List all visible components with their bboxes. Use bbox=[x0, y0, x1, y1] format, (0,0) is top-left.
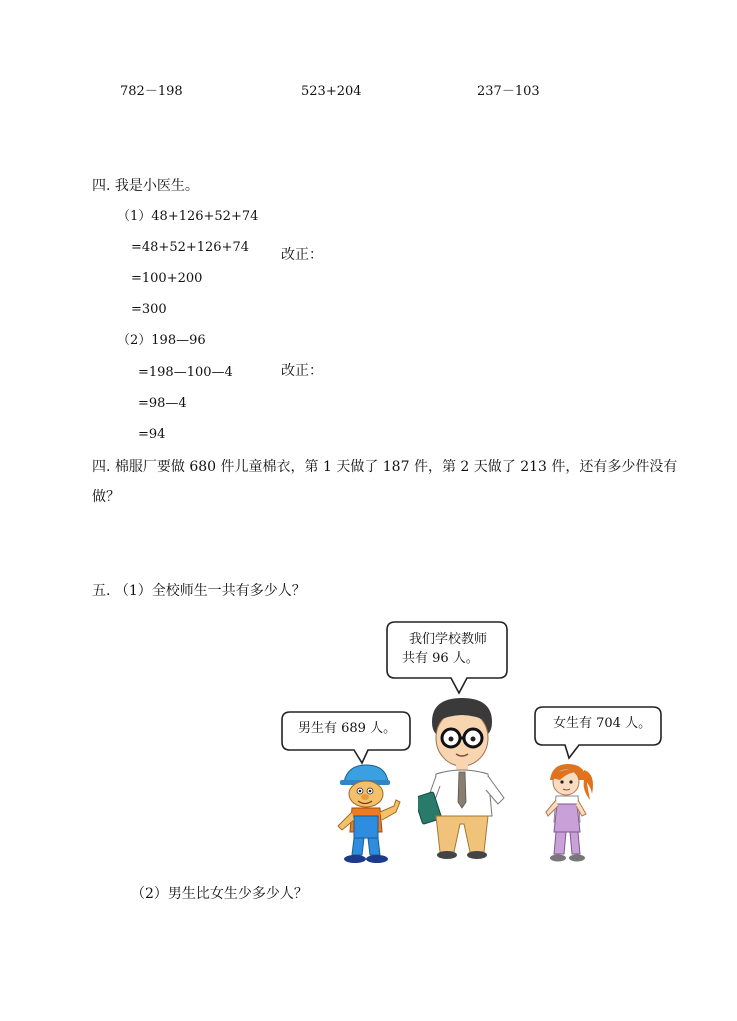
problem2-step-1: =198—100—4 bbox=[138, 365, 233, 380]
girl-speech-bubble-shape bbox=[533, 705, 665, 761]
cotton-problem-line1: 四. 棉服厂要做 680 件儿童棉衣，第 1 天做了 187 件，第 2 天做了 213 件，还有多少件没有 bbox=[92, 459, 678, 475]
problem1-head: （1）48+126+52+74 bbox=[117, 209, 259, 224]
section-doctor-title: 四. 我是小医生。 bbox=[92, 178, 199, 194]
teacher-bubble-line1: 我们学校教师 bbox=[409, 632, 488, 647]
problem2-correction-label: 改正： bbox=[281, 363, 323, 379]
school-question-1: 五. （1）全校师生一共有多少人？ bbox=[92, 583, 306, 599]
girl-bubble-text: 女生有 704 人。 bbox=[553, 716, 652, 731]
problem1-step-2: =100+200 bbox=[131, 271, 203, 286]
school-question-2: （2）男生比女生少多少人？ bbox=[131, 886, 308, 902]
calc-523-204: 523+204 bbox=[301, 84, 362, 99]
boy-illustration bbox=[330, 760, 410, 865]
problem1-step-3: =300 bbox=[131, 302, 167, 317]
boy-bubble-text: 男生有 689 人。 bbox=[298, 721, 397, 736]
problem2-step-3: =94 bbox=[138, 427, 166, 442]
problem1-correction-label: 改正： bbox=[281, 247, 323, 263]
calc-782-198: 782－198 bbox=[120, 84, 183, 99]
girl-illustration bbox=[538, 760, 598, 864]
boy-speech-bubble-shape bbox=[280, 710, 414, 766]
teacher-bubble-line2: 共有 96 人。 bbox=[402, 651, 479, 666]
cotton-problem-line2: 做？ bbox=[92, 489, 120, 505]
teacher-illustration bbox=[418, 694, 508, 860]
problem1-step-1: =48+52+126+74 bbox=[131, 240, 250, 255]
calc-237-103: 237－103 bbox=[477, 84, 540, 99]
problem2-step-2: =98—4 bbox=[138, 396, 187, 411]
problem2-head: （2）198—96 bbox=[117, 333, 206, 348]
